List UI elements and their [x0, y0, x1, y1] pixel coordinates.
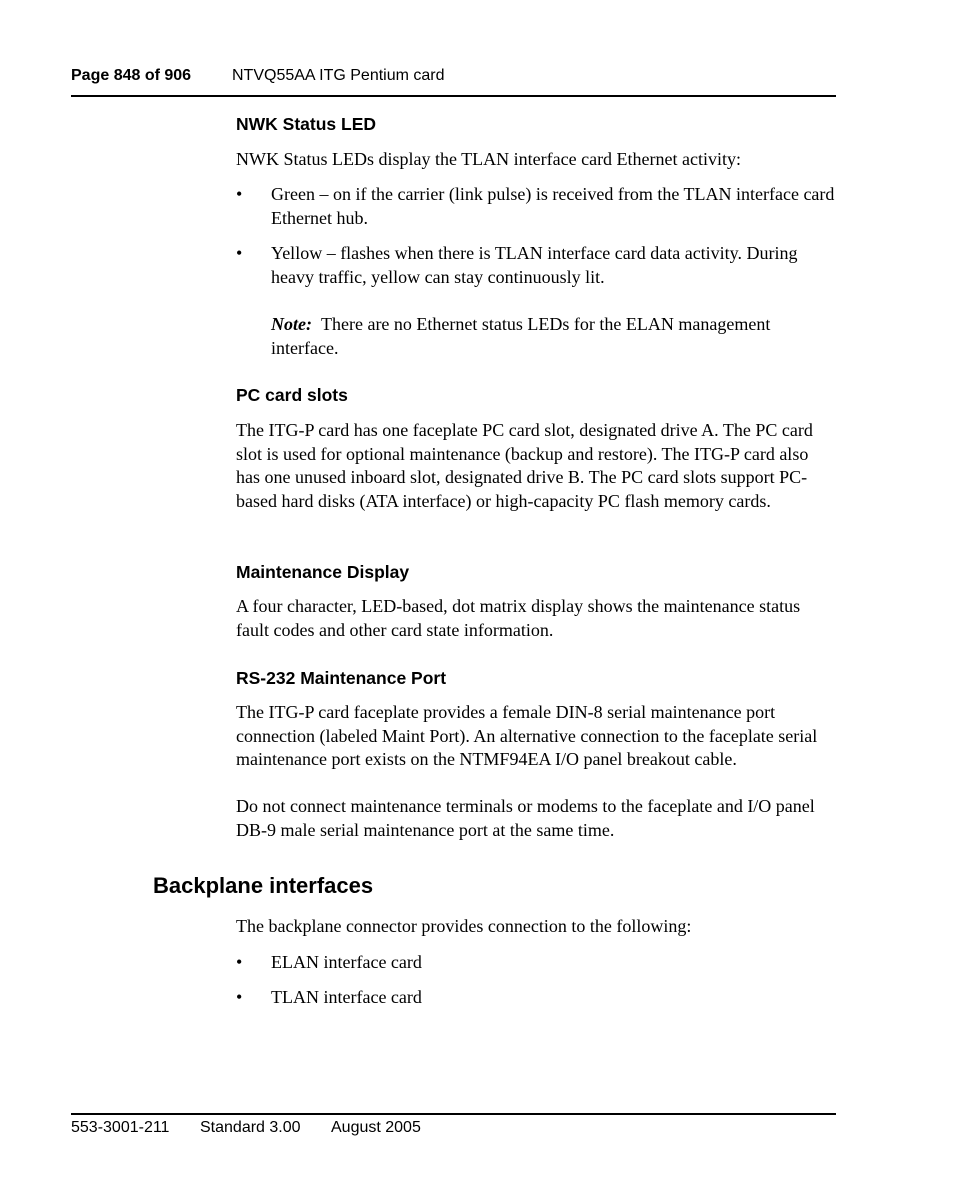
- nwk-bullet-green: Green – on if the carrier (link pulse) is received from the TLAN interface card Ethernet hub.: [271, 184, 835, 228]
- footer-rule: [71, 1113, 836, 1115]
- backplane-bullet-elan: ELAN interface card: [271, 952, 422, 972]
- pc-card-body: The ITG-P card has one faceplate PC card slot, designated drive A. The PC card slot is used for optional maintenance (backup and restore). The ITG-P card also has one unused inboard slot, designated drive B. The PC card slots support PC-based hard disks (ATA interface) or high-capacity PC flash memory cards.: [236, 420, 813, 511]
- backplane-intro: The backplane connector provides connection to the following:: [236, 916, 692, 936]
- publication-date: August 2005: [331, 1119, 421, 1136]
- note-label: Note:: [271, 314, 312, 334]
- heading-rs232-port: RS-232 Maintenance Port: [236, 668, 447, 688]
- note-text: There are no Ethernet status LEDs for the ELAN management interface.: [271, 314, 771, 358]
- heading-maintenance-display: Maintenance Display: [236, 562, 410, 582]
- rs232-body-1: The ITG-P card faceplate provides a female DIN-8 serial maintenance port connection (labeled Maint Port). An alternative connection to the faceplate serial maintenance port exists on the NTMF94EA I/O panel breakout cable.: [236, 702, 818, 769]
- page-number: Page 848 of 906: [71, 67, 192, 84]
- header-rule: [71, 95, 836, 97]
- heading-pc-card-slots: PC card slots: [236, 385, 348, 405]
- bullet-glyph: •: [236, 243, 243, 263]
- document-title: NTVQ55AA ITG Pentium card: [232, 67, 445, 84]
- rs232-body-2: Do not connect maintenance terminals or modems to the faceplate and I/O panel DB-9 male serial maintenance port at the same time.: [236, 796, 815, 840]
- bullet-glyph: •: [236, 987, 243, 1007]
- backplane-bullet-tlan: TLAN interface card: [271, 987, 422, 1007]
- bullet-glyph: •: [236, 184, 243, 204]
- heading-backplane-interfaces: Backplane interfaces: [153, 873, 374, 898]
- standard-version: Standard 3.00: [200, 1119, 301, 1136]
- nwk-bullet-yellow: Yellow – flashes when there is TLAN interface card data activity. During heavy traffic, yellow can stay continuously lit.: [271, 243, 798, 287]
- bullet-glyph: •: [236, 952, 243, 972]
- nwk-intro: NWK Status LEDs display the TLAN interface card Ethernet activity:: [236, 149, 742, 169]
- nwk-note: [271, 313, 836, 360]
- heading-nwk-status-led: NWK Status LED: [236, 114, 376, 134]
- maintenance-display-body: A four character, LED-based, dot matrix display shows the maintenance status fault codes and other card state information.: [236, 596, 801, 640]
- page-header: [71, 66, 445, 86]
- document-number: 553-3001-211: [71, 1119, 170, 1136]
